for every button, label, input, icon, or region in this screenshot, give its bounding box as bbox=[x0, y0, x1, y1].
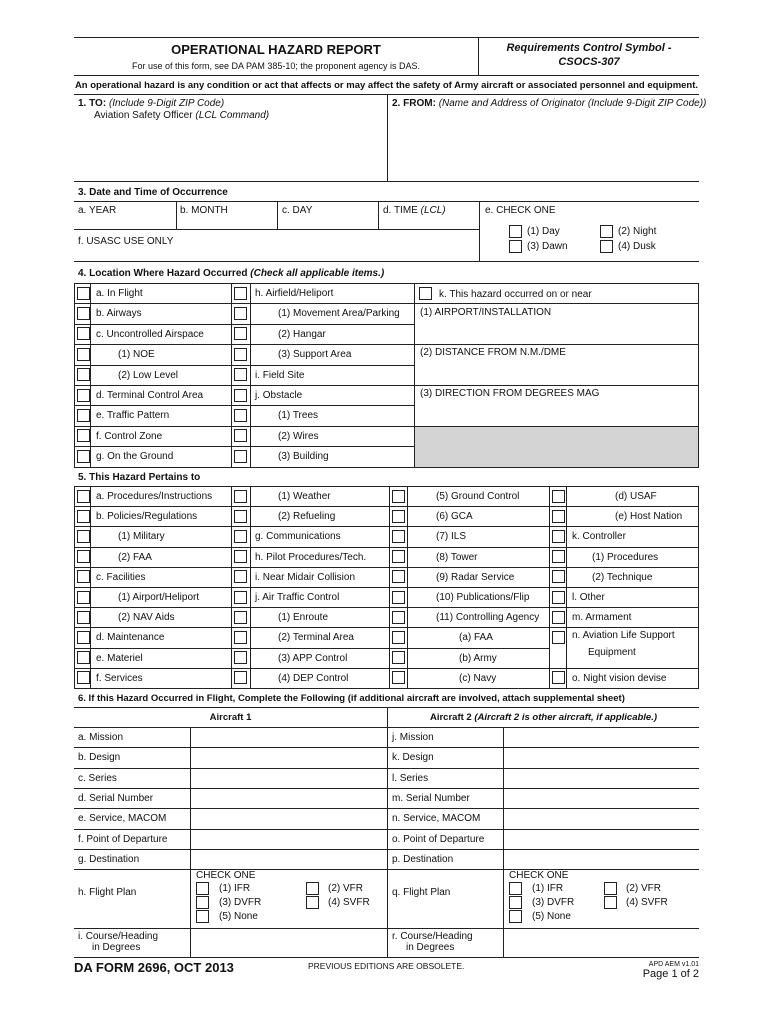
page-number: Page 1 of 2 bbox=[642, 968, 699, 980]
s5-col3-checkbox[interactable] bbox=[392, 490, 405, 503]
s4-col1-label-2-low-level: (2) Low Level bbox=[118, 370, 179, 381]
rule bbox=[90, 283, 91, 467]
s5-col2-label-1-weather: (1) Weather bbox=[278, 491, 331, 502]
ac2-label-k-design: k. Design bbox=[392, 752, 434, 763]
to-field[interactable] bbox=[78, 124, 384, 179]
ac2-label-m-serial-number: m. Serial Number bbox=[392, 793, 470, 804]
to-line2: Aviation Safety Officer (LCL Command) bbox=[94, 110, 270, 121]
ac1-label-a-mission: a. Mission bbox=[78, 732, 124, 743]
rule bbox=[414, 426, 698, 427]
s5-col2-checkbox[interactable] bbox=[234, 651, 247, 664]
s5-col1-checkbox[interactable] bbox=[77, 550, 90, 563]
s4-col1-label-f-control-zone: f. Control Zone bbox=[96, 431, 163, 442]
ac2-field-m-serial-number[interactable] bbox=[505, 790, 697, 806]
k-shaded-area bbox=[415, 426, 698, 467]
s5-col1-label-1-airport-heliport: (1) Airport/Heliport bbox=[118, 592, 200, 603]
s5-col2-label-2-refueling: (2) Refueling bbox=[278, 511, 336, 522]
rule bbox=[74, 181, 699, 182]
s5-col4-checkbox[interactable] bbox=[552, 530, 565, 543]
k-label: k. This hazard occurred on or near bbox=[439, 289, 592, 300]
version-text: APD AEM v1.01 bbox=[648, 961, 699, 968]
ac1-label-c-series: c. Series bbox=[78, 773, 117, 784]
s5-col2-label-h-pilot-procedures-tech: h. Pilot Procedures/Tech. bbox=[255, 552, 367, 563]
s5-col2-label-i-near-midair-collision: i. Near Midair Collision bbox=[255, 572, 356, 583]
aircraft1-header: Aircraft 1 bbox=[209, 712, 252, 723]
k-checkbox[interactable] bbox=[419, 287, 432, 300]
s4-col1-label-a-in-flight: a. In Flight bbox=[96, 288, 143, 299]
s5-col4-label-equipment: Equipment bbox=[588, 647, 636, 658]
s4-col1-label-g-on-the-ground: g. On the Ground bbox=[96, 451, 174, 462]
s4-col2-checkbox[interactable] bbox=[234, 450, 247, 463]
ac1-label-f-point-of-departure: f. Point of Departure bbox=[78, 834, 168, 845]
s5-col3-label-7-ils: (7) ILS bbox=[436, 531, 467, 542]
ac2-label-l-series: l. Series bbox=[392, 773, 429, 784]
s5-col2-label-2-terminal-area: (2) Terminal Area bbox=[278, 632, 354, 643]
s5-col2-label-j-air-traffic-control: j. Air Traffic Control bbox=[255, 592, 340, 603]
s4-col2-label-j-obstacle: j. Obstacle bbox=[255, 390, 303, 401]
fp1-ifr-checkbox[interactable] bbox=[196, 882, 209, 895]
s5-col4-checkbox[interactable] bbox=[552, 510, 565, 523]
rule bbox=[378, 201, 379, 229]
s4-col1-checkbox[interactable] bbox=[77, 307, 90, 320]
s5-col2-checkbox[interactable] bbox=[234, 570, 247, 583]
s5-col3-label-9-radar-service: (9) Radar Service bbox=[436, 572, 515, 583]
s5-col4-checkbox[interactable] bbox=[552, 671, 565, 684]
s4-col1-checkbox[interactable] bbox=[77, 368, 90, 381]
rule bbox=[414, 344, 698, 345]
fp1-dvfr-label: (3) DVFR bbox=[219, 897, 262, 908]
rule bbox=[549, 627, 699, 628]
rule bbox=[231, 283, 232, 467]
s5-col3-checkbox[interactable] bbox=[392, 570, 405, 583]
s4-col2-label-1-trees: (1) Trees bbox=[278, 410, 319, 421]
check-one-label: e. CHECK ONE bbox=[485, 205, 556, 216]
rule bbox=[176, 201, 177, 229]
day-option: (1) Day bbox=[527, 226, 560, 237]
section3-title: 3. Date and Time of Occurrence bbox=[78, 187, 228, 198]
fp2-none-checkbox[interactable] bbox=[509, 910, 522, 923]
fp1-vfr-label: (2) VFR bbox=[328, 883, 363, 894]
time-label: d. TIME (LCL) bbox=[383, 205, 446, 216]
s4-col2-checkbox[interactable] bbox=[234, 348, 247, 361]
fp2-ifr-label: (1) IFR bbox=[532, 883, 564, 894]
s5-col3-label-8-tower: (8) Tower bbox=[436, 552, 478, 563]
day-checkbox[interactable] bbox=[509, 225, 522, 238]
s5-col1-checkbox[interactable] bbox=[77, 591, 90, 604]
ac1-label-e-service-macom: e. Service, MACOM bbox=[78, 813, 167, 824]
rule bbox=[387, 707, 388, 957]
rule bbox=[74, 829, 699, 830]
fp1-vfr-checkbox[interactable] bbox=[306, 882, 319, 895]
fp2-none-label: (5) None bbox=[532, 911, 571, 922]
top-border bbox=[74, 37, 699, 38]
s5-col3-checkbox[interactable] bbox=[392, 611, 405, 624]
s4-col2-label-h-airfield-heliport: h. Airfield/Heliport bbox=[255, 288, 334, 299]
ac1-field-a-mission[interactable] bbox=[192, 729, 385, 745]
rule bbox=[74, 688, 699, 689]
rule bbox=[74, 303, 414, 304]
rule bbox=[190, 727, 191, 957]
s5-col3-label-5-ground-control: (5) Ground Control bbox=[436, 491, 520, 502]
s5-col2-label-3-app-control: (3) APP Control bbox=[278, 653, 348, 664]
k1-label: (1) AIRPORT/INSTALLATION bbox=[420, 307, 552, 318]
dusk-checkbox[interactable] bbox=[600, 240, 613, 253]
ac1-label-d-serial-number: d. Serial Number bbox=[78, 793, 154, 804]
s5-col1-checkbox[interactable] bbox=[77, 611, 90, 624]
rule bbox=[74, 747, 699, 748]
dawn-checkbox[interactable] bbox=[509, 240, 522, 253]
rule bbox=[549, 587, 699, 588]
ac2-label-p-destination: p. Destination bbox=[392, 854, 454, 865]
section6-title: 6. If this Hazard Occurred in Flight, Complete the Following (if additional aircraft are involved, attach supplemental sheet) bbox=[78, 693, 625, 704]
rule bbox=[503, 727, 504, 957]
s4-col2-label-3-building: (3) Building bbox=[278, 451, 329, 462]
rule bbox=[74, 426, 414, 427]
req-control-code: CSOCS-307 bbox=[558, 56, 620, 68]
rule bbox=[479, 201, 480, 261]
rule bbox=[74, 324, 414, 325]
s5-col3-label-10-publications-flip: (10) Publications/Flip bbox=[436, 592, 530, 603]
rule bbox=[74, 365, 414, 366]
rule bbox=[74, 229, 479, 230]
s5-col2-checkbox[interactable] bbox=[234, 631, 247, 644]
fp1-none-label: (5) None bbox=[219, 911, 258, 922]
s5-col2-checkbox[interactable] bbox=[234, 671, 247, 684]
ac2-field-j-mission[interactable] bbox=[505, 729, 697, 745]
s4-col1-label-c-uncontrolled-airspace: c. Uncontrolled Airspace bbox=[96, 329, 204, 340]
s4-col2-checkbox[interactable] bbox=[234, 327, 247, 340]
fp1-svfr-label: (4) SVFR bbox=[328, 897, 370, 908]
s5-col4-checkbox[interactable] bbox=[552, 631, 565, 644]
ac2-field-k-design[interactable] bbox=[505, 749, 697, 765]
rule bbox=[74, 446, 414, 447]
s5-col1-label-1-military: (1) Military bbox=[118, 531, 165, 542]
aircraft2-header: Aircraft 2 (Aircraft 2 is other aircraft, if applicable.) bbox=[429, 712, 658, 723]
ac1-label-b-design: b. Design bbox=[78, 752, 121, 763]
s4-col1-label-b-airways: b. Airways bbox=[96, 308, 142, 319]
ac1-field-c-series[interactable] bbox=[192, 770, 385, 786]
fp1-check-one: CHECK ONE bbox=[196, 870, 256, 881]
ac2-label-o-point-of-departure: o. Point of Departure bbox=[392, 834, 485, 845]
k2-label: (2) DISTANCE FROM N.M./DME bbox=[420, 347, 566, 358]
ac2-label-n-service-macom: n. Service, MACOM bbox=[392, 813, 481, 824]
ac2-label-j-mission: j. Mission bbox=[392, 732, 434, 743]
section5-title: 5. This Hazard Pertains to bbox=[78, 472, 201, 483]
s4-col2-checkbox[interactable] bbox=[234, 307, 247, 320]
s5-col3-label-a-faa: (a) FAA bbox=[459, 632, 493, 643]
rule bbox=[387, 94, 388, 181]
s4-col1-checkbox[interactable] bbox=[77, 409, 90, 422]
s5-col4-label-m-armament: m. Armament bbox=[572, 612, 632, 623]
from-label: 2. FROM: (Name and Address of Originator (Include 9-Digit ZIP Code)) bbox=[392, 98, 707, 109]
fp2-dvfr-label: (3) DVFR bbox=[532, 897, 575, 908]
day-label: c. DAY bbox=[282, 205, 313, 216]
to-label: 1. TO: (Include 9-Digit ZIP Code) bbox=[78, 98, 225, 109]
course1-label: i. Course/Heading bbox=[78, 931, 159, 942]
s4-col2-label-i-field-site: i. Field Site bbox=[255, 370, 305, 381]
rule bbox=[74, 283, 699, 284]
s4-col1-checkbox[interactable] bbox=[77, 429, 90, 442]
s5-col1-label-d-maintenance: d. Maintenance bbox=[96, 632, 165, 643]
rule bbox=[74, 607, 549, 608]
rule bbox=[74, 385, 414, 386]
fp1-ifr-label: (1) IFR bbox=[219, 883, 251, 894]
usasc-label: f. USASC USE ONLY bbox=[78, 236, 174, 247]
s5-col3-checkbox[interactable] bbox=[392, 651, 405, 664]
s5-col3-label-11-controlling-agency: (11) Controlling Agency bbox=[436, 612, 540, 623]
course1-label2: in Degrees bbox=[92, 942, 141, 953]
rule bbox=[74, 75, 699, 76]
rule bbox=[277, 201, 278, 229]
from-field[interactable] bbox=[392, 112, 696, 179]
s5-col3-label-6-gca: (6) GCA bbox=[436, 511, 473, 522]
rule bbox=[414, 385, 698, 386]
fp2-vfr-checkbox[interactable] bbox=[604, 882, 617, 895]
s4-col1-label-e-traffic-pattern: e. Traffic Pattern bbox=[96, 410, 170, 421]
rule bbox=[74, 808, 699, 809]
rule bbox=[74, 283, 75, 467]
s5-col3-checkbox[interactable] bbox=[392, 631, 405, 644]
rule bbox=[549, 547, 699, 548]
s4-col2-checkbox[interactable] bbox=[234, 389, 247, 402]
s5-col2-checkbox[interactable] bbox=[234, 611, 247, 624]
s5-col2-checkbox[interactable] bbox=[234, 591, 247, 604]
s5-col3-label-b-army: (b) Army bbox=[459, 653, 497, 664]
s5-col1-label-2-faa: (2) FAA bbox=[118, 552, 152, 563]
rule bbox=[549, 567, 699, 568]
rule bbox=[414, 303, 698, 304]
s5-col1-label-a-procedures-instructions: a. Procedures/Instructions bbox=[96, 491, 213, 502]
s4-col2-checkbox[interactable] bbox=[234, 287, 247, 300]
s5-col4-label-k-controller: k. Controller bbox=[572, 531, 626, 542]
s5-col3-checkbox[interactable] bbox=[392, 530, 405, 543]
s4-col1-checkbox[interactable] bbox=[77, 389, 90, 402]
fp1-svfr-checkbox[interactable] bbox=[306, 896, 319, 909]
month-label: b. MONTH bbox=[180, 205, 228, 216]
rule bbox=[549, 607, 699, 608]
s5-col3-checkbox[interactable] bbox=[392, 550, 405, 563]
form-subtitle: For use of this form, see DA PAM 385-10; the proponent agency is DAS. bbox=[132, 61, 420, 71]
s5-col4-checkbox[interactable] bbox=[552, 570, 565, 583]
s5-col2-checkbox[interactable] bbox=[234, 530, 247, 543]
rule bbox=[74, 768, 699, 769]
ac2-field-n-service-macom[interactable] bbox=[505, 810, 697, 826]
ac1-field-b-design[interactable] bbox=[192, 749, 385, 765]
s4-col2-checkbox[interactable] bbox=[234, 429, 247, 442]
fp2-vfr-label: (2) VFR bbox=[626, 883, 661, 894]
s5-col1-checkbox[interactable] bbox=[77, 530, 90, 543]
req-control-symbol: Requirements Control Symbol - bbox=[506, 42, 672, 54]
fp2-ifr-checkbox[interactable] bbox=[509, 882, 522, 895]
ac1-label-g-destination: g. Destination bbox=[78, 854, 140, 865]
s5-col4-checkbox[interactable] bbox=[552, 550, 565, 563]
s4-col1-label-d-terminal-control-area: d. Terminal Control Area bbox=[96, 390, 204, 401]
s5-col4-label-2-technique: (2) Technique bbox=[592, 572, 653, 583]
course2-field[interactable] bbox=[505, 929, 697, 956]
s5-col2-checkbox[interactable] bbox=[234, 550, 247, 563]
ac2-label-flight-plan: q. Flight Plan bbox=[392, 887, 451, 898]
s5-col1-checkbox[interactable] bbox=[77, 631, 90, 644]
rule bbox=[74, 727, 699, 728]
ac1-label-flight-plan: h. Flight Plan bbox=[78, 887, 137, 898]
rule bbox=[74, 486, 699, 487]
s5-col1-label-f-services: f. Services bbox=[96, 673, 143, 684]
night-checkbox[interactable] bbox=[600, 225, 613, 238]
fp2-dvfr-checkbox[interactable] bbox=[509, 896, 522, 909]
rule bbox=[549, 668, 699, 669]
rule bbox=[74, 201, 699, 202]
s5-col2-checkbox[interactable] bbox=[234, 510, 247, 523]
rule bbox=[698, 283, 699, 467]
s5-col4-label-1-procedures: (1) Procedures bbox=[592, 552, 659, 563]
s5-col4-checkbox[interactable] bbox=[552, 611, 565, 624]
s5-col1-label-e-materiel: e. Materiel bbox=[96, 653, 143, 664]
s5-col4-label-e-host-nation: (e) Host Nation bbox=[615, 511, 683, 522]
k3-label: (3) DIRECTION FROM DEGREES MAG bbox=[420, 388, 600, 399]
s5-col1-checkbox[interactable] bbox=[77, 671, 90, 684]
s5-col1-checkbox[interactable] bbox=[77, 570, 90, 583]
s5-col2-label-1-enroute: (1) Enroute bbox=[278, 612, 329, 623]
rule bbox=[74, 849, 699, 850]
fp2-check-one: CHECK ONE bbox=[509, 870, 569, 881]
s5-col4-label-l-other: l. Other bbox=[572, 592, 605, 603]
s5-col3-checkbox[interactable] bbox=[392, 591, 405, 604]
s5-col1-label-b-policies-regulations: b. Policies/Regulations bbox=[96, 511, 198, 522]
s4-col1-checkbox[interactable] bbox=[77, 348, 90, 361]
fp2-svfr-label: (4) SVFR bbox=[626, 897, 668, 908]
s5-col4-label-o-night-vision-devise: o. Night vision devise bbox=[572, 673, 667, 684]
rule bbox=[549, 526, 699, 527]
rule bbox=[74, 788, 699, 789]
s5-col1-checkbox[interactable] bbox=[77, 651, 90, 664]
rule bbox=[549, 506, 699, 507]
s5-col1-label-c-facilities: c. Facilities bbox=[96, 572, 146, 583]
rule bbox=[74, 405, 414, 406]
s4-col2-checkbox[interactable] bbox=[234, 368, 247, 381]
s5-col4-checkbox[interactable] bbox=[552, 591, 565, 604]
s4-col2-label-2-wires: (2) Wires bbox=[278, 431, 319, 442]
ac1-field-f-point-of-departure[interactable] bbox=[192, 831, 385, 847]
rule bbox=[74, 547, 549, 548]
s4-col1-label-1-noe: (1) NOE bbox=[118, 349, 155, 360]
ac1-field-g-destination[interactable] bbox=[192, 851, 385, 867]
rule bbox=[74, 526, 549, 527]
s5-col3-checkbox[interactable] bbox=[392, 510, 405, 523]
night-option: (2) Night bbox=[618, 226, 657, 237]
ac2-field-l-series[interactable] bbox=[505, 770, 697, 786]
s5-col3-checkbox[interactable] bbox=[392, 671, 405, 684]
s4-col2-label-3-support-area: (3) Support Area bbox=[278, 349, 352, 360]
dusk-option: (4) Dusk bbox=[618, 241, 656, 252]
ac2-field-o-point-of-departure[interactable] bbox=[505, 831, 697, 847]
s5-col4-checkbox[interactable] bbox=[552, 490, 565, 503]
s5-col2-label-g-communications: g. Communications bbox=[255, 531, 341, 542]
rule bbox=[250, 283, 251, 467]
s4-col2-label-1-movement-area-parking: (1) Movement Area/Parking bbox=[278, 308, 400, 319]
rule bbox=[74, 648, 549, 649]
rule bbox=[74, 344, 414, 345]
year-label: a. YEAR bbox=[78, 205, 117, 216]
rule bbox=[74, 957, 699, 958]
rule bbox=[74, 506, 549, 507]
intro-text: An operational hazard is any condition or act that affects or may affect the safety of Army aircraft or associated personnel and equipment. bbox=[74, 80, 699, 91]
fp1-dvfr-checkbox[interactable] bbox=[196, 896, 209, 909]
fp1-none-checkbox[interactable] bbox=[196, 910, 209, 923]
s4-col1-checkbox[interactable] bbox=[77, 287, 90, 300]
course2-label2: in Degrees bbox=[406, 942, 455, 953]
rule bbox=[74, 928, 699, 929]
ac1-field-e-service-macom[interactable] bbox=[192, 810, 385, 826]
s5-col2-label-4-dep-control: (4) DEP Control bbox=[278, 673, 349, 684]
rule bbox=[74, 668, 549, 669]
s4-col2-checkbox[interactable] bbox=[234, 409, 247, 422]
fp2-svfr-checkbox[interactable] bbox=[604, 896, 617, 909]
form-title: OPERATIONAL HAZARD REPORT bbox=[171, 42, 381, 57]
s5-col4-label-d-usaf: (d) USAF bbox=[615, 491, 657, 502]
rule bbox=[74, 587, 549, 588]
course2-label: r. Course/Heading bbox=[392, 931, 473, 942]
s4-col2-label-2-hangar: (2) Hangar bbox=[278, 329, 326, 340]
rule bbox=[74, 869, 699, 870]
s4-col1-checkbox[interactable] bbox=[77, 450, 90, 463]
s5-col2-checkbox[interactable] bbox=[234, 490, 247, 503]
s5-col3-label-c-navy: (c) Navy bbox=[459, 673, 497, 684]
s5-col1-checkbox[interactable] bbox=[77, 490, 90, 503]
rule bbox=[74, 567, 549, 568]
rule bbox=[74, 467, 699, 468]
s4-col1-checkbox[interactable] bbox=[77, 327, 90, 340]
s5-col1-checkbox[interactable] bbox=[77, 510, 90, 523]
section4-title: 4. Location Where Hazard Occurred (Check all applicable items.) bbox=[78, 268, 385, 279]
ac2-field-p-destination[interactable] bbox=[505, 851, 697, 867]
dawn-option: (3) Dawn bbox=[527, 241, 568, 252]
course1-field[interactable] bbox=[192, 929, 386, 956]
rule bbox=[74, 627, 549, 628]
ac1-field-d-serial-number[interactable] bbox=[192, 790, 385, 806]
previous-editions: PREVIOUS EDITIONS ARE OBSOLETE. bbox=[308, 961, 465, 971]
form-number: DA FORM 2696, OCT 2013 bbox=[74, 960, 234, 975]
rule bbox=[74, 261, 699, 262]
s5-col1-label-2-nav-aids: (2) NAV Aids bbox=[118, 612, 175, 623]
s5-col4-label-n-aviation-life-support: n. Aviation Life Support bbox=[572, 630, 675, 641]
